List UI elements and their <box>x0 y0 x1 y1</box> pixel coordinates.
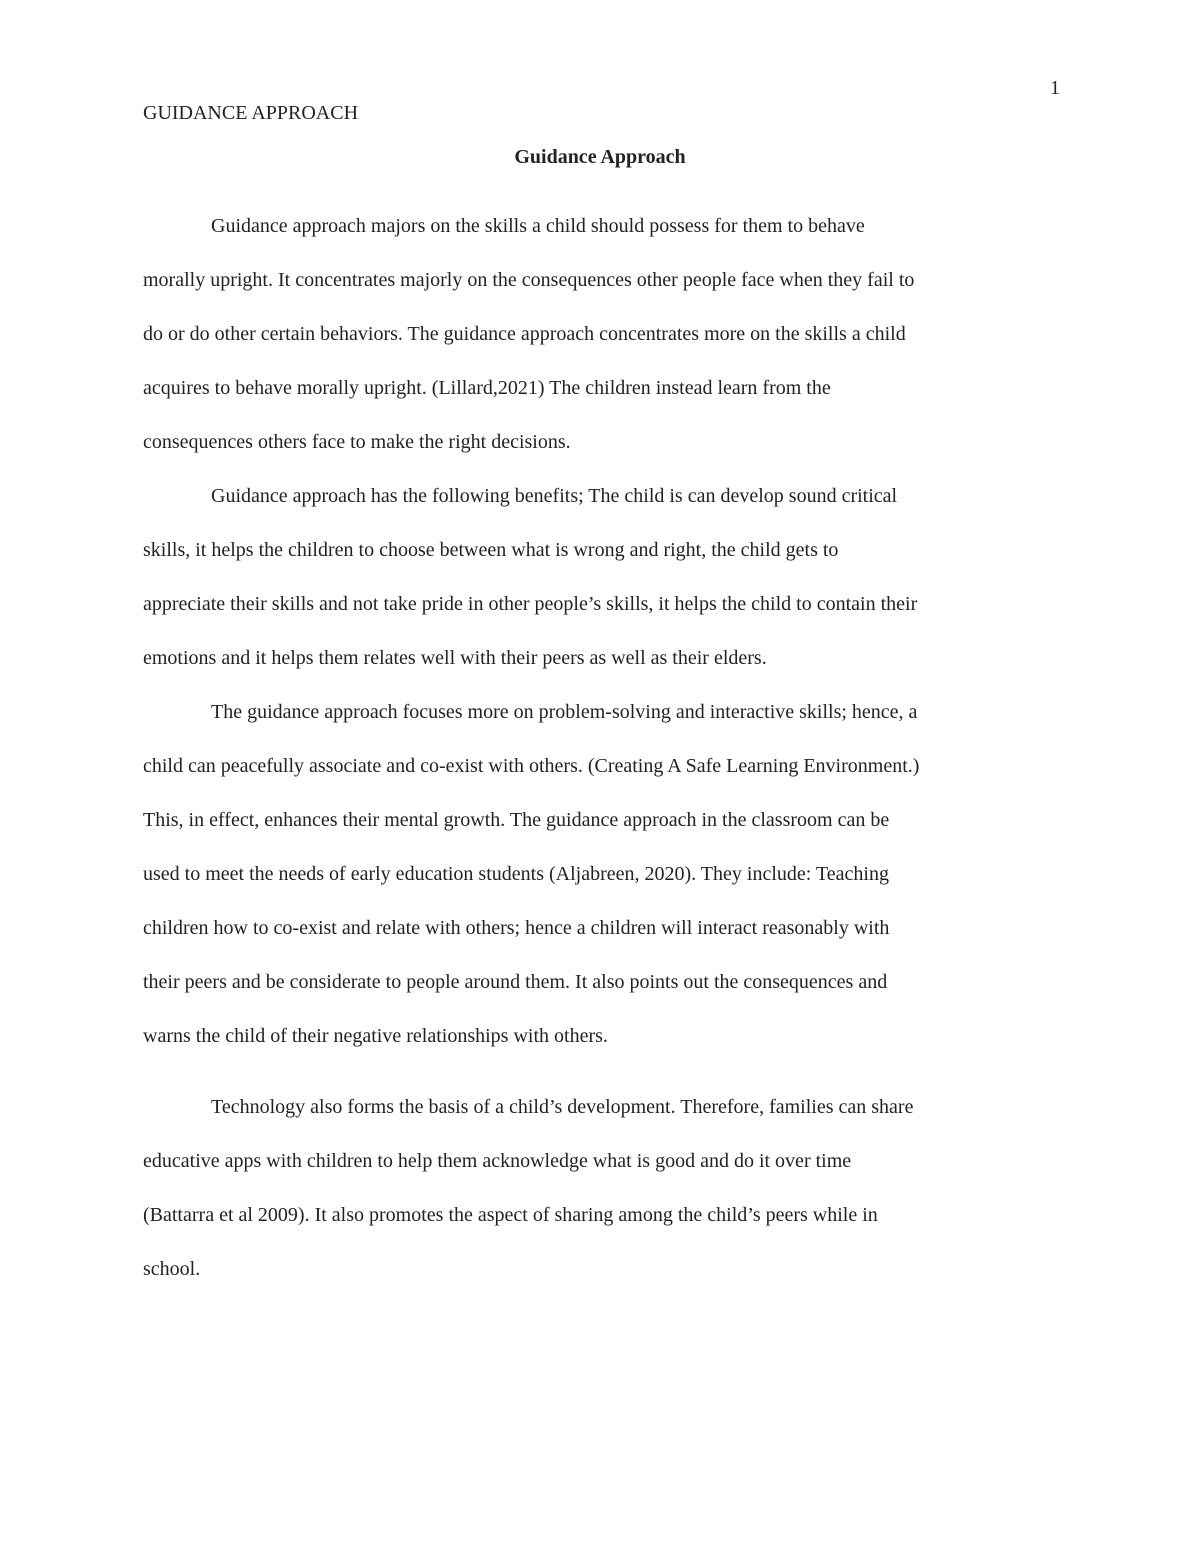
paragraph-line: educative apps with children to help them acknowledge what is good and do it over time <box>143 1150 852 1172</box>
paragraph-line: child can peacefully associate and co-exist with others. (Creating A Safe Learning Environment.) <box>143 755 920 777</box>
paragraph-line: school. <box>143 1258 201 1280</box>
running-head: GUIDANCE APPROACH <box>143 102 359 124</box>
paragraph-line: acquires to behave morally upright. (Lillard,2021) The children instead learn from the <box>143 377 831 399</box>
paragraph-4 <box>143 1080 1057 1296</box>
paragraph-line: emotions and it helps them relates well with their peers as well as their elders. <box>143 647 767 669</box>
document-title: Guidance Approach <box>514 146 686 168</box>
body-text-continued <box>143 1080 1057 1296</box>
paragraph-line: children how to co-exist and relate with others; hence a children will interact reasonably with <box>143 917 890 939</box>
paragraph-line: Technology also forms the basis of a child’s development. Therefore, families can share <box>211 1096 914 1118</box>
paragraph-2 <box>143 469 1057 685</box>
paragraph-line: appreciate their skills and not take pride in other people’s skills, it helps the child to contain their <box>143 593 918 615</box>
paragraph-3 <box>143 685 1057 1063</box>
paragraph-line: Guidance approach has the following benefits; The child is can develop sound critical <box>211 485 898 507</box>
paragraph-line: used to meet the needs of early education students (Aljabreen, 2020). They include: Teaching <box>143 863 889 885</box>
body-text-main <box>143 199 1057 1063</box>
paragraph-line: their peers and be considerate to people around them. It also points out the consequences and <box>143 971 888 993</box>
paragraph-1 <box>143 199 1057 469</box>
paragraph-line: warns the child of their negative relationships with others. <box>143 1025 608 1047</box>
paragraph-line: (Battarra et al 2009). It also promotes the aspect of sharing among the child’s peers while in <box>143 1204 878 1226</box>
paragraph-line: do or do other certain behaviors. The guidance approach concentrates more on the skills a child <box>143 323 906 345</box>
paragraph-line: consequences others face to make the right decisions. <box>143 431 571 453</box>
paragraph-line: morally upright. It concentrates majorly on the consequences other people face when they fail to <box>143 269 915 291</box>
page-number: 1 <box>1050 77 1060 99</box>
paragraph-line: The guidance approach focuses more on problem-solving and interactive skills; hence, a <box>211 701 918 723</box>
paragraph-line: skills, it helps the children to choose between what is wrong and right, the child gets to <box>143 539 839 561</box>
paragraph-line: Guidance approach majors on the skills a child should possess for them to behave <box>211 215 865 237</box>
paragraph-line: This, in effect, enhances their mental growth. The guidance approach in the classroom can be <box>143 809 890 831</box>
